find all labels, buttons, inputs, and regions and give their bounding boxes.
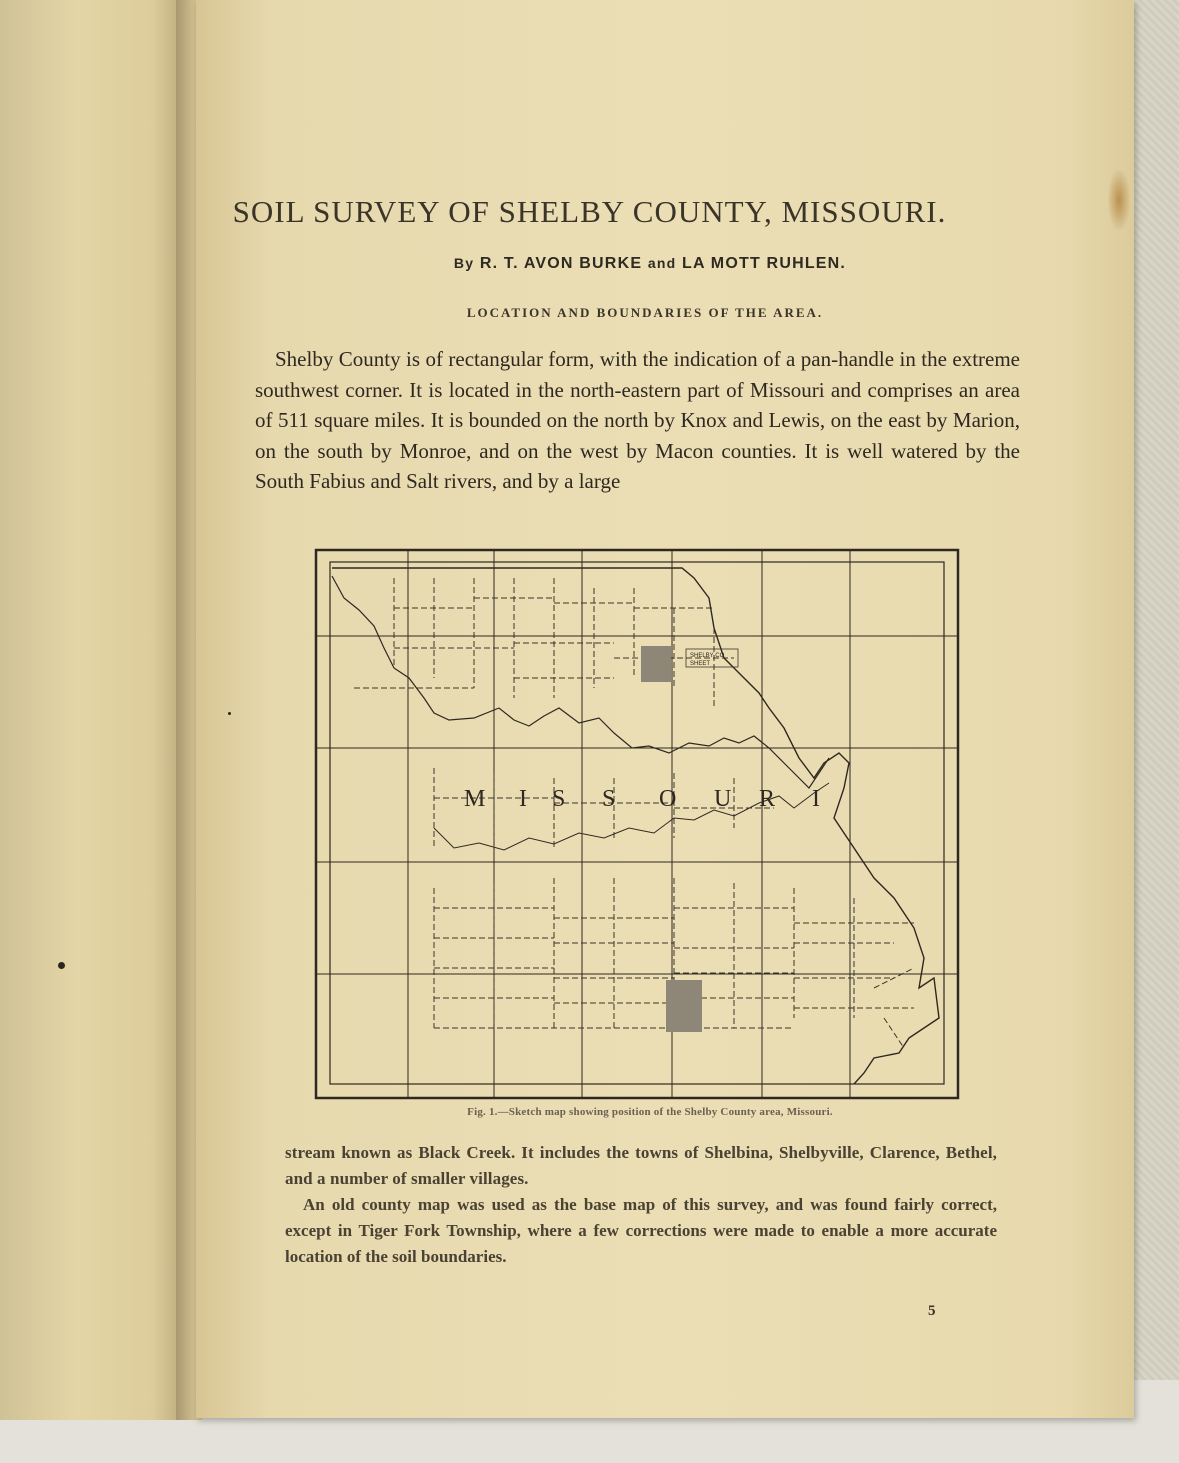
state-label	[464, 786, 820, 812]
state-letter: S	[602, 786, 616, 812]
byline-author-2: LA MOTT RUHLEN.	[682, 255, 847, 272]
state-letter: U	[714, 786, 732, 812]
area-label-line2: SHEET	[690, 661, 711, 667]
section-heading: LOCATION AND BOUNDARIES OF THE AREA.	[466, 305, 824, 320]
southern-shaded-area	[666, 980, 702, 1032]
paragraph-2: An old county map was used as the base map of this survey, and was found fairly correct, except in Tiger Fork Township, where a few corrections were made to enable a more accurate location of the soil boundaries.	[285, 1195, 997, 1266]
ink-speck	[58, 962, 65, 969]
area-label-line1: SHELBY CO	[690, 653, 725, 659]
ink-speck	[228, 712, 231, 715]
state-letter: M	[464, 786, 486, 812]
byline-author-1: R. T. AVON BURKE	[479, 255, 643, 272]
state-letter: O	[659, 786, 677, 812]
shelby-county-shaded	[641, 646, 671, 682]
state-letter: S	[552, 786, 566, 812]
byline-by: By	[453, 255, 475, 271]
sketch-map-figure	[314, 548, 960, 1100]
state-letter: R	[759, 786, 776, 812]
sketch-map	[314, 548, 960, 1100]
state-letter: I	[519, 786, 527, 812]
byline	[0, 255, 1179, 273]
paragraph-1-continued: stream known as Black Creek. It includes the towns of Shelbina, Shelbyville, Clarence, Bethel, and a number of smaller villages.	[285, 1143, 997, 1188]
figure-caption: Fig. 1.—Sketch map showing position of the Shelby County area, Missouri.	[467, 1106, 833, 1118]
document-title: SOIL SURVEY OF SHELBY COUNTY, MISSOURI.	[232, 194, 947, 229]
state-letter: I	[812, 786, 820, 812]
byline-and: and	[647, 255, 677, 271]
paragraph-1: Shelby County is of rectangular form, with the indication of a pan-handle in the extreme southwest corner. It is located in the north-eastern part of Missouri and comprises an area of 511 square miles. It is bounded on the north by Knox and Lewis, on the east by Marion, on the south by Monroe, and on the west by Macon counties. It is well watered by the South Fabius and Salt rivers, and by a large	[255, 347, 1020, 494]
page-number: 5	[928, 1303, 936, 1319]
